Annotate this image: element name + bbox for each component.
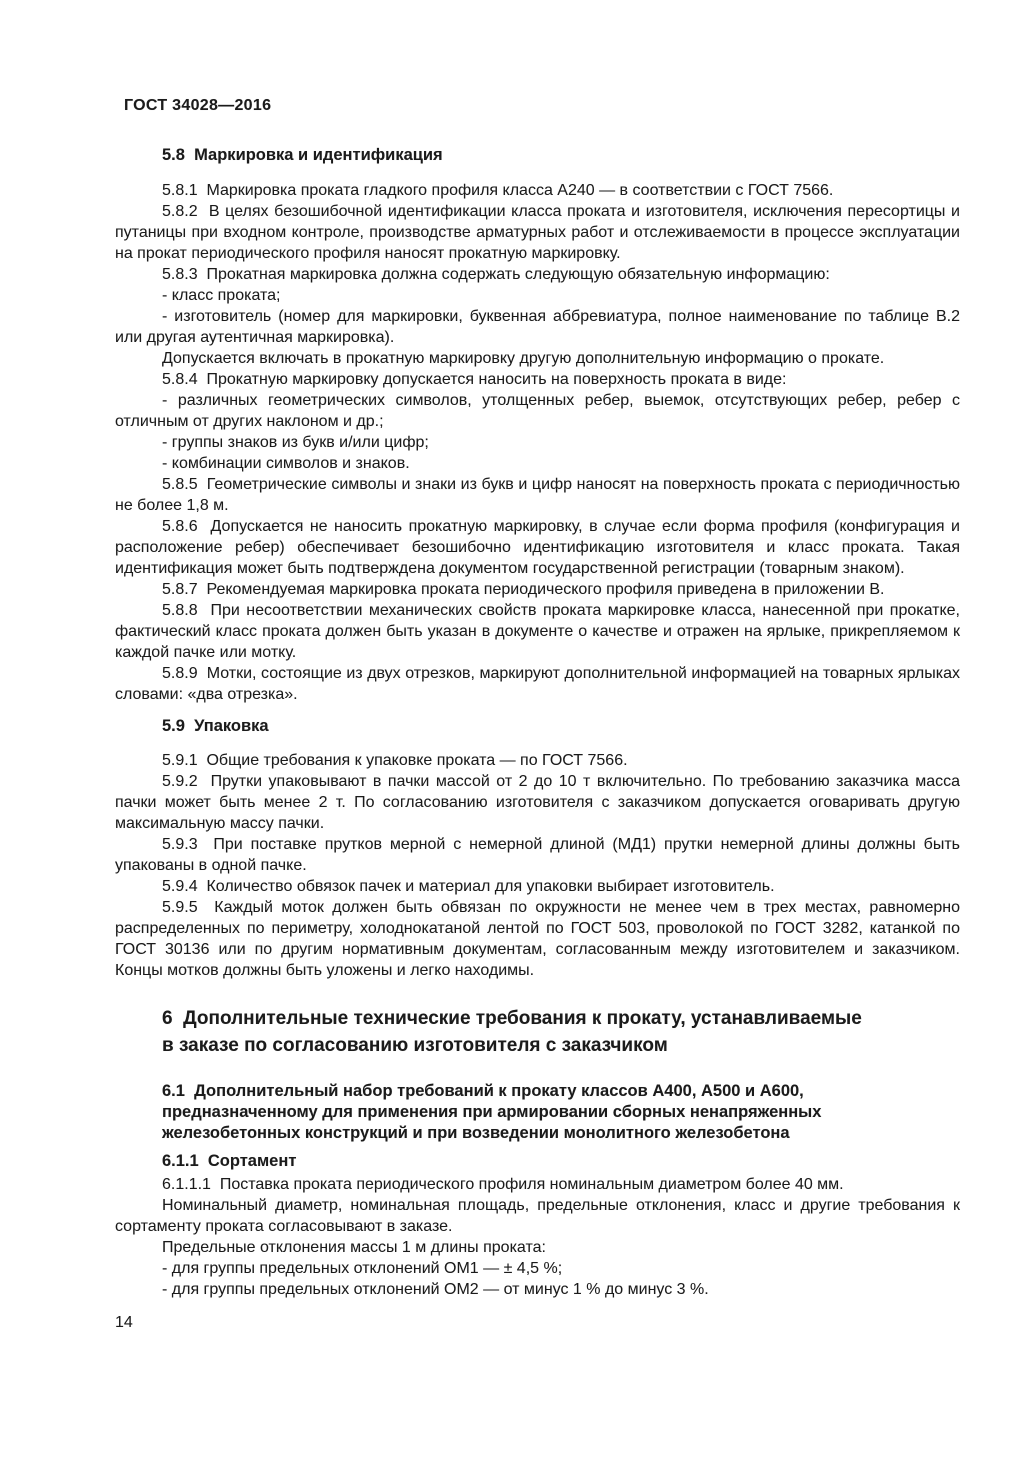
section-6-1-heading-line-3: железобетонных конструкций и при возведении монолитного железобетона	[162, 1124, 790, 1142]
clause-5-8-2: 5.8.2 В целях безошибочной идентификации класса проката и изготовителя, исключения пересортицы и путаницы при входном контроле, производстве арматурных работ и отслеживаемости в процессе эксплуатации на прокат периодического профиля наносят прокатную маркировку.	[115, 203, 960, 262]
clause-5-8-1: 5.8.1 Маркировка проката гладкого профиля класса А240 — в соответствии с ГОСТ 7566.	[162, 182, 834, 199]
section-6-1-heading-line-1: 6.1 Дополнительный набор требований к прокату классов А400, А500 и А600,	[162, 1082, 804, 1100]
paragraph: Предельные отклонения массы 1 м длины проката:	[162, 1239, 546, 1256]
paragraph: Допускается включать в прокатную маркировку другую дополнительную информацию о прокате.	[162, 350, 885, 367]
page-number: 14	[115, 1314, 133, 1331]
clause-5-9-5: 5.9.5 Каждый моток должен быть обвязан по окружности не менее чем в трех местах, равномерно распределенных по периметру, холоднокатаной лентой по ГОСТ 503, проволокой по ГОСТ 3282, катанкой по ГОСТ 30136 или по другим нормативным документам, согласованным между изготовителем и заказчиком. Концы мотков должны быть уложены и легко находимы.	[115, 899, 960, 979]
clause-5-9-3: 5.9.3 При поставке прутков мерной с немерной длиной (МД1) прутки немерной длины должны быть упакованы в одной пачке.	[115, 836, 960, 874]
list-item: - изготовитель (номер для маркировки, буквенная аббревиатура, полное наименование по таблице В.2 или другая аутентичная маркировка).	[115, 308, 960, 346]
clause-5-8-8: 5.8.8 При несоответствии механических свойств проката маркировке класса, нанесенной при прокатке, фактический класс проката должен быть указан в документе о качестве и отражен на ярлыке, прикрепляемом к каждой пачке или мотку.	[115, 602, 960, 661]
clause-5-8-9: 5.8.9 Мотки, состоящие из двух отрезков, маркируют дополнительной информацией на товарных ярлыках словами: «два отрезка».	[115, 665, 960, 703]
list-item: - комбинации символов и знаков.	[162, 455, 410, 472]
clause-5-9-4: 5.9.4 Количество обвязок пачек и материал для упаковки выбирает изготовитель.	[162, 878, 775, 895]
list-item: - класс проката;	[162, 287, 281, 304]
section-6-1-1-heading: 6.1.1 Сортамент	[162, 1152, 297, 1170]
section-5-8-heading: 5.8 Маркировка и идентификация	[162, 146, 443, 164]
clause-5-9-1: 5.9.1 Общие требования к упаковке проката — по ГОСТ 7566.	[162, 752, 628, 769]
list-item: - для группы предельных отклонений ОМ1 — ± 4,5 %;	[162, 1260, 563, 1277]
gost-number-header: ГОСТ 34028—2016	[124, 97, 272, 114]
clause-6-1-1-1: 6.1.1.1 Поставка проката периодического профиля номинальным диаметром более 40 мм.	[162, 1176, 844, 1193]
paragraph: Номинальный диаметр, номинальная площадь, предельные отклонения, класс и другие требования к сортаменту проката согласовывают в заказе.	[115, 1197, 960, 1235]
section-6-1-heading-line-2: предназначенному для применения при армировании сборных ненапряженных	[162, 1103, 822, 1121]
page-content	[115, 0, 960, 1333]
clause-5-8-3: 5.8.3 Прокатная маркировка должна содержать следующую обязательную информацию:	[162, 266, 830, 283]
section-6-heading	[115, 1005, 960, 1059]
section-6-heading-line-1: 6 Дополнительные технические требования к прокату, устанавливаемые	[162, 1008, 862, 1029]
clause-5-8-4: 5.8.4 Прокатную маркировку допускается наносить на поверхность проката в виде:	[162, 371, 787, 388]
list-item: - группы знаков из букв и/или цифр;	[162, 434, 429, 451]
section-6-1-heading	[115, 1081, 960, 1144]
clause-5-9-2: 5.9.2 Прутки упаковывают в пачки массой от 2 до 10 т включительно. По требованию заказчика масса пачки может быть менее 2 т. По согласованию изготовителя с заказчиком допускается оговаривать другую максимальную массу пачки.	[115, 773, 960, 832]
section-6-heading-line-2: в заказе по согласованию изготовителя с заказчиком	[162, 1035, 668, 1056]
list-item: - для группы предельных отклонений ОМ2 — от минус 1 % до минус 3 %.	[162, 1281, 709, 1298]
clause-5-8-6: 5.8.6 Допускается не наносить прокатную маркировку, в случае если форма профиля (конфигурация и расположение ребер) обеспечивает безошибочно идентификацию изготовителя и класс проката. Такая идентификация может быть подтверждена документом государственной регистрации (товарным знаком).	[115, 518, 960, 577]
list-item: - различных геометрических символов, утолщенных ребер, выемок, отсутствующих ребер, ребер с отличным от других наклоном и др.;	[115, 392, 960, 430]
clause-5-8-7: 5.8.7 Рекомендуемая маркировка проката периодического профиля приведена в приложении В.	[162, 581, 885, 598]
clause-5-8-5: 5.8.5 Геометрические символы и знаки из букв и цифр наносят на поверхность проката с периодичностью не более 1,8 м.	[115, 476, 960, 514]
section-5-9-heading: 5.9 Упаковка	[162, 717, 269, 735]
